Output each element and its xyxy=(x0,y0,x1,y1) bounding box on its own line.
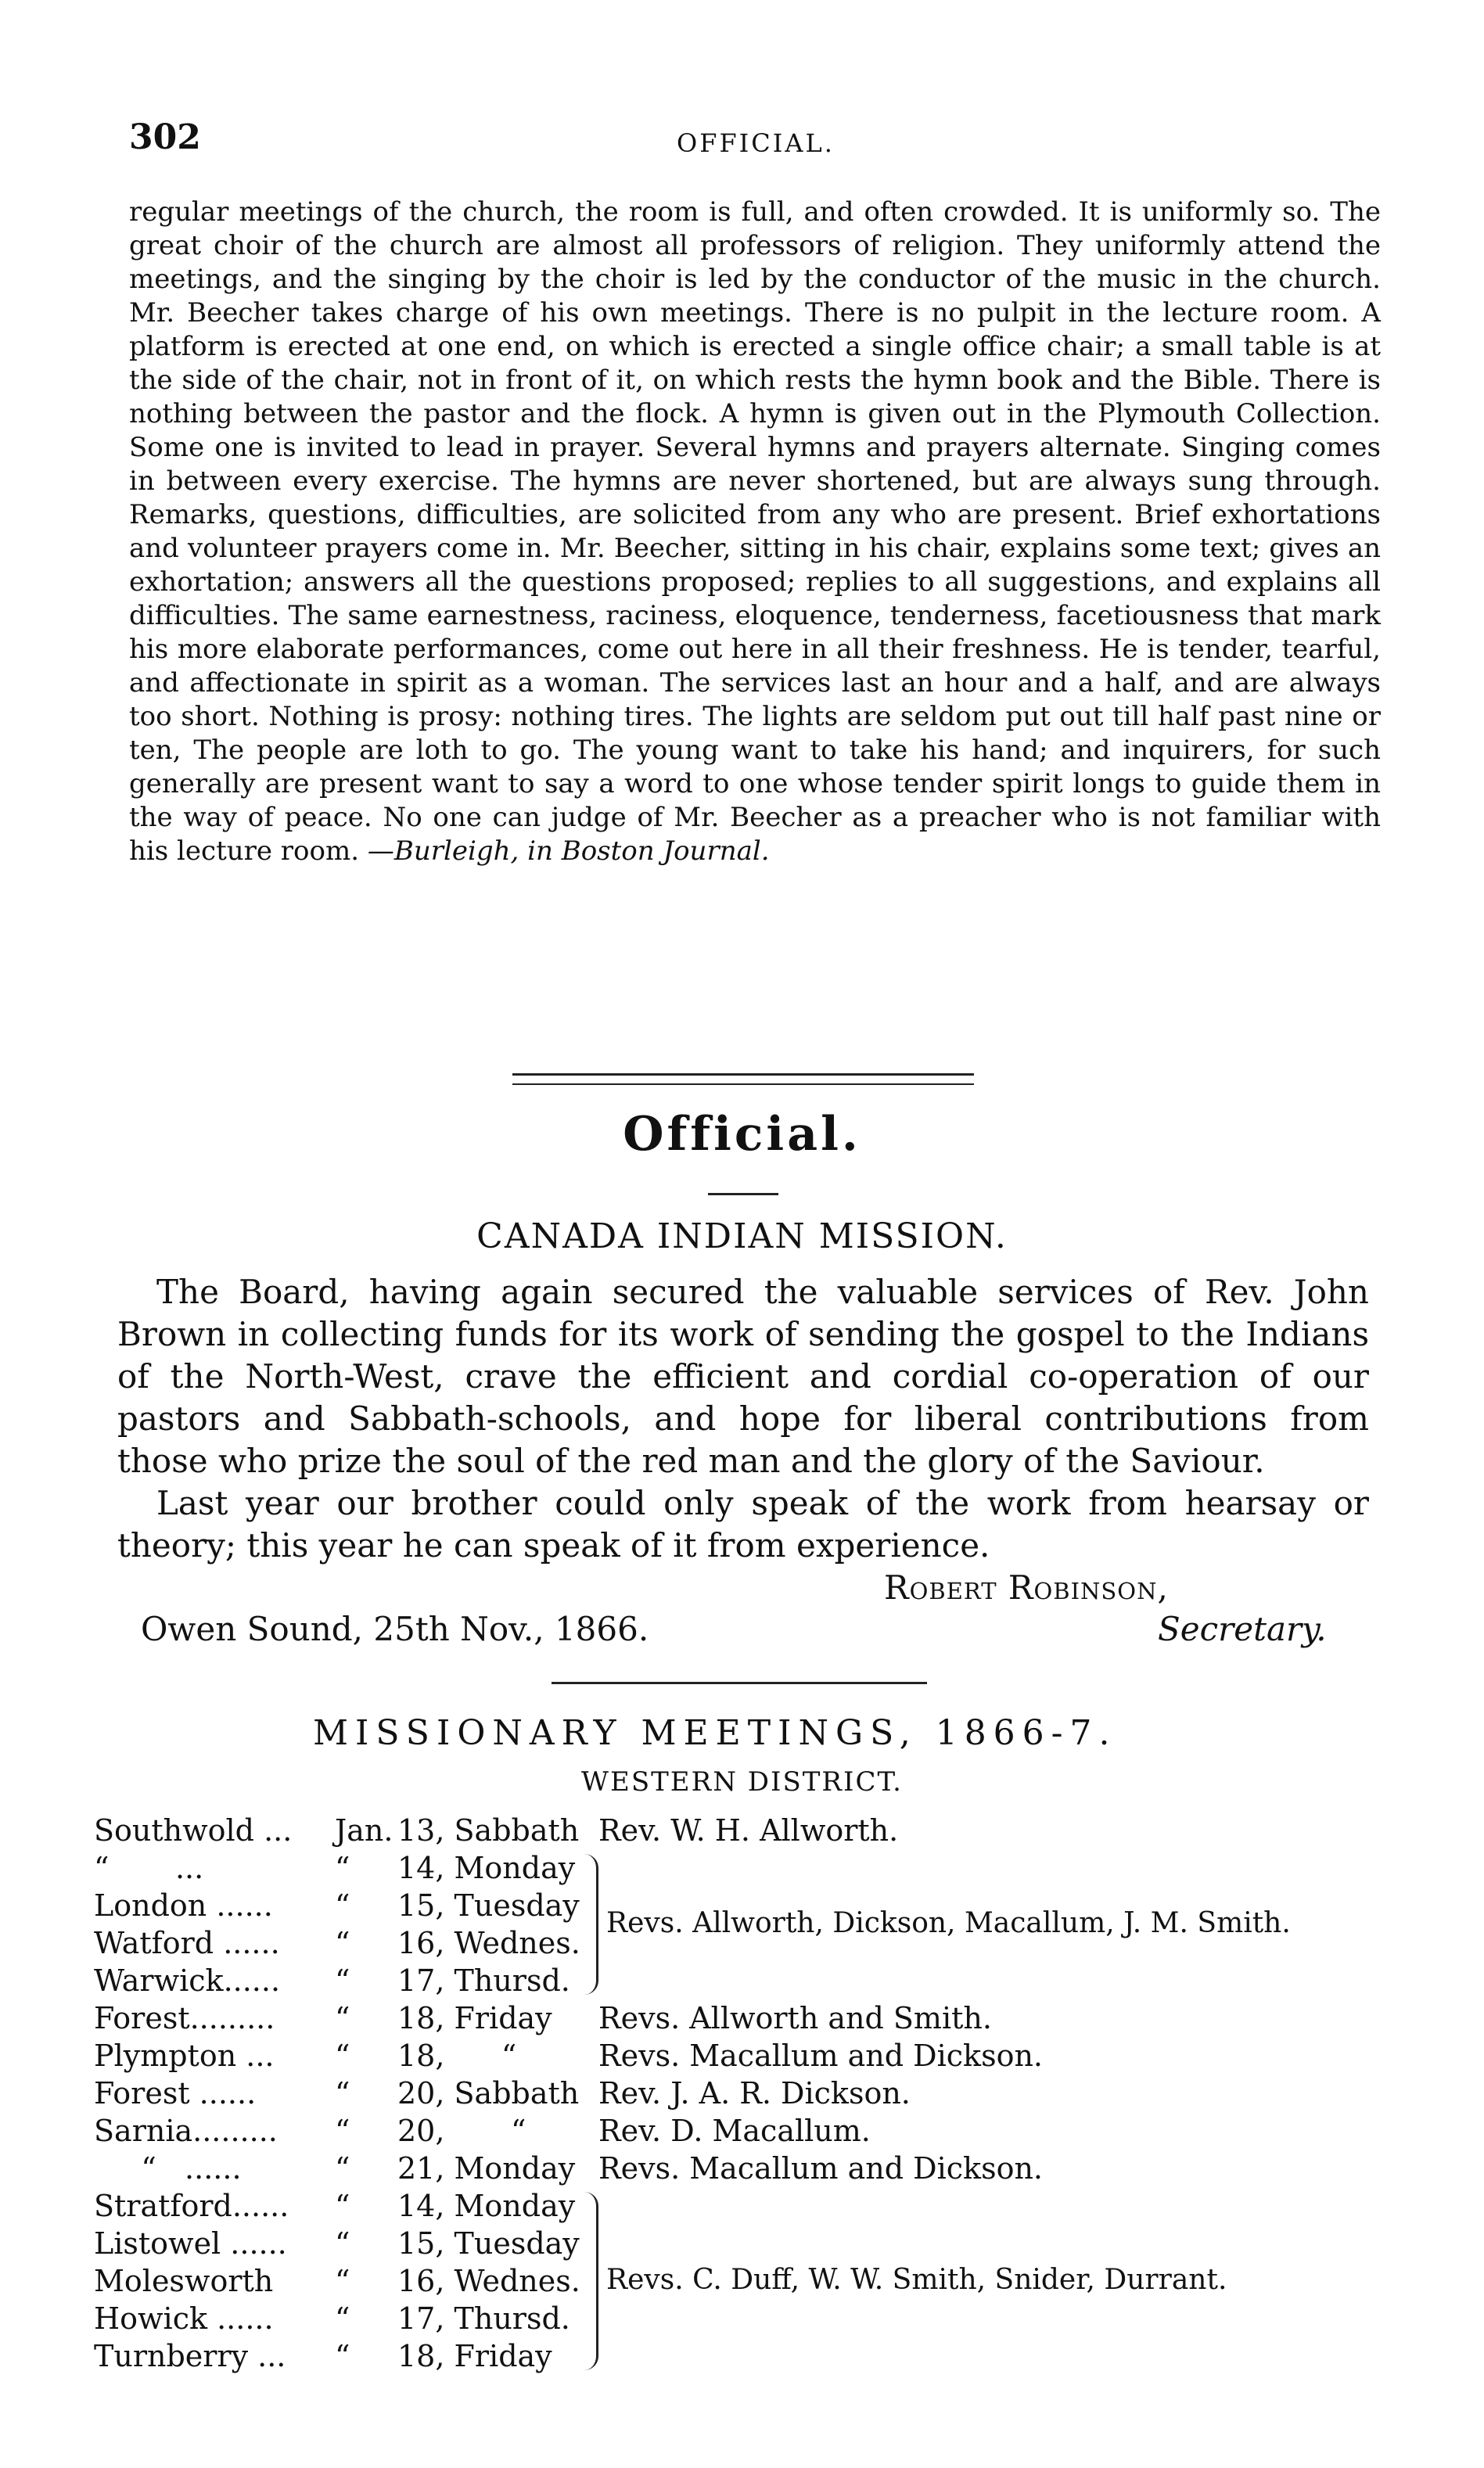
district-title: WESTERN DISTRICT. xyxy=(581,1766,903,1798)
row-day: 21, Monday xyxy=(397,2151,576,2186)
row-month: “ xyxy=(335,1926,350,1960)
row-month: “ xyxy=(335,2114,350,2148)
row-day: 14, Monday xyxy=(397,1851,576,1885)
row-month: Jan. xyxy=(335,1813,393,1848)
meetings-schedule xyxy=(94,1813,1424,2408)
row-day: 15, Tuesday xyxy=(397,2226,580,2261)
row-place: London ...... xyxy=(94,1888,273,1923)
signature-name: Robert Robinson, xyxy=(884,1568,1169,1607)
article-body: regular meetings of the church, the room is full, and often crowded. It is uniformly so. The great choir of the church are almost all professors of religion. They uniformly attend the meetings, and the singing by the choir is led by the conductor of the music in the church. Mr. Beecher takes charge of his own meetings. There is no pulpit in the lecture room. A platform is erected at one end, on which is erected a single office chair; a small table is at the side of the chair, not in front of it, on which rests the hymn book and the Bible. There is nothing between the pastor and the flock. A hymn is given out in the Plymouth Collection. Some one is invited to lead in prayer. Several hymns and prayers alternate. Singing comes in between every exercise. The hymns are never shortened, but are always sung through. Remarks, questions, difficulties, are solicited from any who are present. Brief exhortations and volunteer prayers come in. Mr. Beecher, sitting in his chair, explains some text; gives an exhortation; answers all the questions proposed; replies to all suggestions, and explains all difficulties. The same earnestness, raciness, eloquence, tenderness, facetiousness that mark his more elaborate performances, come out here in all their freshness. He is tender, tearful, and affectionate in spirit as a woman. The services last an hour and a half, and are always too short. Nothing is prosy: nothing tires. The lights are seldom put out till half past nine or ten, The people are loth to go. The young want to take his hand; and inquirers, for such generally are present want to say a word to one whose tender spirit longs to guide them in the way of peace. No one can judge of Mr. Beecher as a preacher who is not familiar with his lecture room. xyxy=(129,196,1381,867)
row-month: “ xyxy=(335,2301,350,2336)
article-attribution: —Burleigh, in Boston Journal. xyxy=(367,835,770,867)
row-day: 18, “ xyxy=(397,2039,517,2073)
row-day: 18, Friday xyxy=(397,2001,552,2035)
rule-divider xyxy=(552,1682,927,1684)
group-minister: Revs. Allworth, Dickson, Macallum, J. M. Smith. xyxy=(606,1907,1291,1939)
notice-paragraph-2: Last year our brother could only speak of the work from hearsay or theory; this year he can speak of it from experience. xyxy=(117,1484,1369,1565)
meetings-title: MISSIONARY MEETINGS, 1866-7. xyxy=(313,1713,1117,1753)
row-minister: Rev. W. H. Allworth. xyxy=(598,1813,899,1848)
row-day: 16, Wednes. xyxy=(397,1926,580,1960)
running-head: OFFICIAL. xyxy=(677,128,835,158)
row-place: Listowel ...... xyxy=(94,2226,287,2261)
schedule-row xyxy=(94,2114,1424,2151)
row-day: 16, Wednes. xyxy=(397,2264,580,2298)
row-minister: Revs. Allworth and Smith. xyxy=(598,2001,992,2035)
schedule-row xyxy=(94,2339,1424,2376)
schedule-row xyxy=(94,2001,1424,2039)
row-day: 13, Sabbath xyxy=(397,1813,580,1848)
row-place: Watford ...... xyxy=(94,1926,280,1960)
schedule-row xyxy=(94,2226,1424,2264)
group-minister: Revs. C. Duff, W. W. Smith, Snider, Durrant. xyxy=(606,2264,1227,2296)
row-place: Southwold ... xyxy=(94,1813,293,1848)
schedule-row xyxy=(94,2301,1424,2339)
row-day: 14, Monday xyxy=(397,2189,576,2223)
row-month: “ xyxy=(335,2076,350,2111)
group-brace xyxy=(584,2192,598,2370)
schedule-row xyxy=(94,1851,1424,1888)
row-day: 20, Sabbath xyxy=(397,2076,580,2111)
schedule-row xyxy=(94,2076,1424,2114)
row-month: “ xyxy=(335,2151,350,2186)
row-month: “ xyxy=(335,2001,350,2035)
place-date: Owen Sound, 25th Nov., 1866. xyxy=(141,1610,649,1648)
row-month: “ xyxy=(335,2189,350,2223)
row-minister: Rev. D. Macallum. xyxy=(598,2114,871,2148)
section-title: Official. xyxy=(623,1107,861,1162)
row-place: Sarnia......... xyxy=(94,2114,278,2148)
row-place: Forest ...... xyxy=(94,2076,257,2111)
row-place: Forest......... xyxy=(94,2001,275,2035)
page-number: 302 xyxy=(129,117,201,157)
schedule-row xyxy=(94,2151,1424,2189)
schedule-row xyxy=(94,1963,1424,2001)
row-place: Molesworth xyxy=(94,2264,274,2298)
row-month: “ xyxy=(335,1851,350,1885)
notice-paragraph-1: The Board, having again secured the valuable services of Rev. John Brown in collecting funds for its work of sending the gospel to the Indians of the North-West, crave the efficient and cordial co-operation of our pastors and Sabbath-schools, and hope for liberal contributions from those who prize the soul of the red man and the glory of the Saviour. xyxy=(117,1273,1369,1480)
article-text xyxy=(129,196,1381,868)
row-day: 18, Friday xyxy=(397,2339,552,2373)
group-brace xyxy=(584,1854,598,1995)
row-place: Turnberry ... xyxy=(94,2339,286,2373)
row-day: 17, Thursd. xyxy=(397,2301,570,2336)
page-header xyxy=(129,117,1381,164)
notice-title: CANADA INDIAN MISSION. xyxy=(476,1216,1008,1256)
schedule-row xyxy=(94,2039,1424,2076)
row-minister: Rev. J. A. R. Dickson. xyxy=(598,2076,911,2111)
row-place: “ ... xyxy=(94,1851,204,1885)
notice-body xyxy=(117,1271,1369,1567)
row-month: “ xyxy=(335,2339,350,2373)
row-place: Plympton ... xyxy=(94,2039,275,2073)
row-month: “ xyxy=(335,2039,350,2073)
short-rule-divider xyxy=(708,1193,778,1195)
row-minister: Revs. Macallum and Dickson. xyxy=(598,2039,1044,2073)
row-month: “ xyxy=(335,2264,350,2298)
schedule-row xyxy=(94,1813,1424,1851)
row-day: 15, Tuesday xyxy=(397,1888,580,1923)
schedule-row xyxy=(94,2189,1424,2226)
row-place: Warwick...... xyxy=(94,1963,281,1998)
row-month: “ xyxy=(335,1888,350,1923)
row-place: Howick ...... xyxy=(94,2301,274,2336)
signature-title: Secretary. xyxy=(1158,1610,1327,1648)
row-month: “ xyxy=(335,2226,350,2261)
row-day: 20, “ xyxy=(397,2114,526,2148)
row-minister: Revs. Macallum and Dickson. xyxy=(598,2151,1044,2186)
row-place: Stratford...... xyxy=(94,2189,289,2223)
double-rule-divider xyxy=(512,1073,974,1085)
row-place: “ ...... xyxy=(94,2151,242,2186)
row-day: 17, Thursd. xyxy=(397,1963,570,1998)
row-month: “ xyxy=(335,1963,350,1998)
